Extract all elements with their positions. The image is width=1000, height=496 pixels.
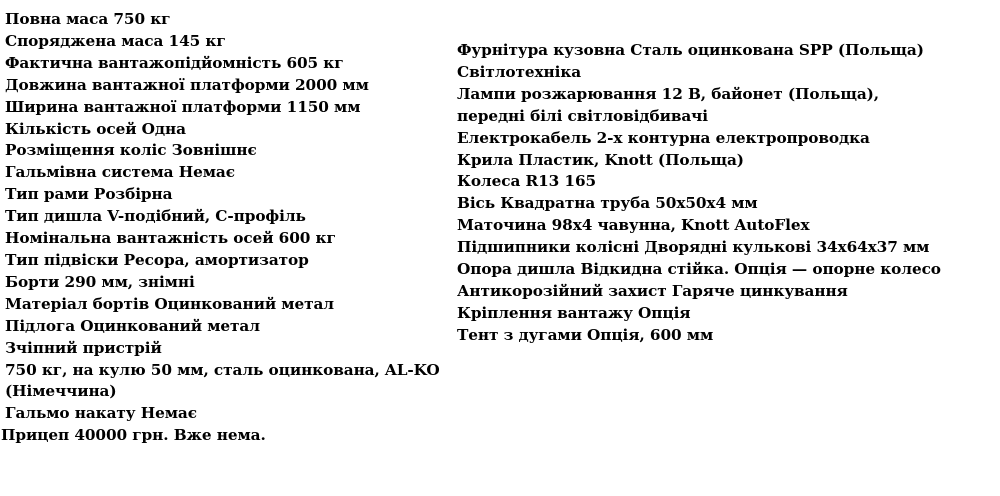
spec-line: Крила Пластик, Knott (Польща) [457,150,744,169]
spec-line: Споряджена маса 145 кг [5,31,226,50]
spec-line: Номінальна вантажність осей 600 кг [5,229,336,248]
spec-line: Антикорозійний захист Гаряче цинкування [457,281,848,300]
spec-line: (Німеччина) [5,382,117,401]
spec-line: Фурнітура кузовна Сталь оцинкована SPP (Польща) [457,41,924,59]
spec-line: Електрокабель 2-х контурна електропроводка [457,128,870,147]
spec-line: Матеріал бортів Оцинкований метал [5,294,334,313]
spec-line: Тип підвіски Ресора, амортизатор [5,250,309,269]
spec-line: Ширина вантажної платформи 1150 мм [5,97,361,116]
spec-line: Тент з дугами Опція, 600 мм [457,325,714,344]
spec-line: Вісь Квадратна труба 50х50х4 мм [457,194,758,213]
spec-line: Кількість осей Одна [5,119,186,138]
spec-line: Тип дишла V-подібний, С-профіль [5,207,306,226]
spec-line: Колеса R13 165 [457,172,597,191]
spec-line: Зчіпний пристрій [5,338,162,357]
spec-line: 750 кг, на кулю 50 мм, сталь оцинкована, AL-KO [5,360,440,379]
spec-line: Гальмівна система Немає [5,163,235,182]
spec-line: Борти 290 мм, знімні [5,272,195,291]
spec-line: Гальмо накату Немає [5,404,197,423]
spec-line: Довжина вантажної платформи 2000 мм [5,75,369,94]
spec-line: Маточина 98х4 чавунна, Knott AutoFlex [457,216,810,235]
spec-line: Підшипники колісні Дворядні кулькові 34х64х37 мм [457,238,930,257]
spec-line: Кріплення вантажу Опція [457,303,691,322]
spec-line: Підлога Оцинкований метал [5,316,260,335]
spec-line: Розміщення коліс Зовнішнє [5,141,257,160]
spec-line: Світлотехніка [457,62,582,81]
spec-line: Лампи розжарювання 12 В, байонет (Польща), [457,84,880,103]
spec-line: Фактична вантажопідйомність 605 кг [5,53,344,72]
spec-line: передні білі світловідбивачі [457,106,708,125]
spec-list-right [457,40,997,347]
spec-line: Повна маса 750 кг [5,10,171,28]
spec-list-left [1,9,450,447]
spec-line: Тип рами Розбірна [5,185,173,204]
spec-line: Опора дишла Відкидна стійка. Опція — опорне колесо [457,260,941,279]
price-line: Прицеп 40000 грн. Вже нема. [1,426,266,445]
